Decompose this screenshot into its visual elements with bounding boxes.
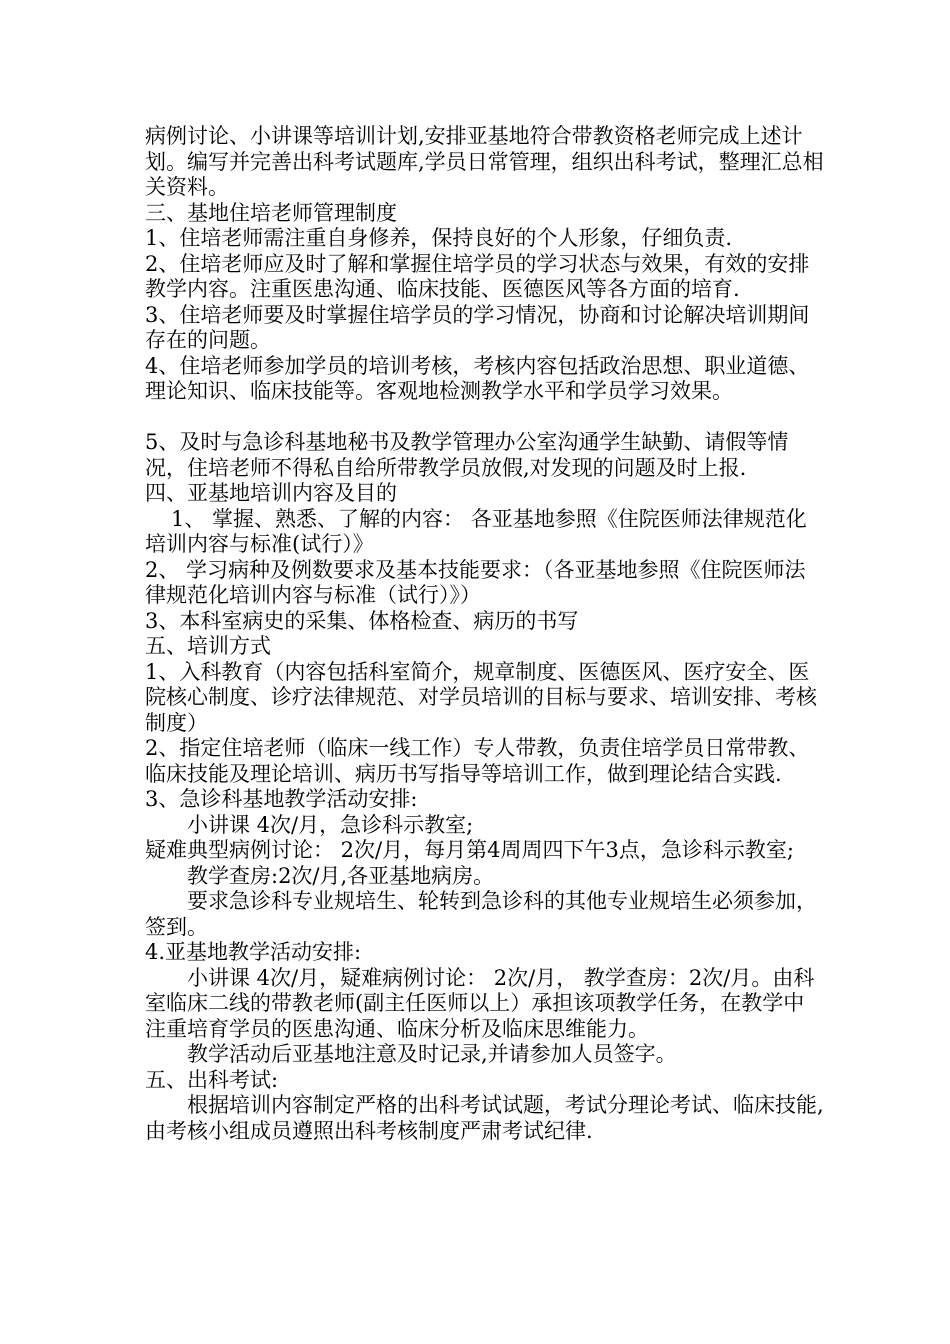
paragraph-rule-5: 5、及时与急诊科基地秘书及教学管理办公室沟通学生缺勤、请假等情况，住培老师不得私自给所带教学员放假,对发现的问题及时上报. bbox=[145, 430, 789, 480]
paragraph-method-3: 3、急诊科基地教学活动安排: bbox=[145, 787, 418, 811]
paragraph-content-1: 1、 掌握、熟悉、了解的内容： 各亚基地参照《住院医师法律规范化培训内容与标准(试行）》 bbox=[145, 506, 807, 556]
paragraph-training-plan: 病例讨论、小讲课等培训计划,安排亚基地符合带教资格老师完成上述计划。编写并完善出科考试题库,学员日常管理，组织出科考试，整理汇总相关资料。 bbox=[145, 124, 824, 199]
blank-line bbox=[145, 405, 825, 431]
paragraph-sub-base-schedule: 小讲课 4次/月，疑难病例讨论： 2次/月， 教学查房：2次/月。由科室临床二线的带教老师(副主任医师以上）承担该项教学任务，在教学中注重培育学员的医患沟通、临床分析及临床思维能力。 bbox=[145, 965, 815, 1041]
section-heading-teacher-management: 三、基地住培老师管理制度 bbox=[145, 200, 397, 225]
paragraph-ward-rounds: 教学查房:2次/月,各亚基地病房。 bbox=[187, 863, 495, 888]
paragraph-case-discussion: 疑难典型病例讨论： 2次/月，每月第4周周四下午3点，急诊科示教室; bbox=[145, 838, 794, 862]
paragraph-content-2: 2、 学习病种及例数要求及基本技能要求：（各亚基地参照《住院医师法律规范化培训内容与标准（试行）》） bbox=[145, 557, 806, 607]
paragraph-rule-1: 1、住培老师需注重自身修养，保持良好的个人形象，仔细负责. bbox=[145, 226, 733, 250]
paragraph-method-1: 1、入科教育（内容包括科室简介，规章制度、医德医风、医疗安全、医院核心制度、诊疗法律规范、对学员培训的目标与要求、培训安排、考核制度） bbox=[145, 659, 817, 735]
paragraph-attendance: 要求急诊科专业规培生、轮转到急诊科的其他专业规培生必须参加，签到。 bbox=[145, 889, 817, 939]
paragraph-rule-4: 4、住培老师参加学员的培训考核，考核内容包括政治思想、职业道德、理论知识、临床技能等。客观地检测教学水平和学员学习效果。 bbox=[145, 353, 810, 403]
paragraph-records: 教学活动后亚基地注意及时记录,并请参加人员签字。 bbox=[187, 1042, 677, 1066]
section-heading-training-content: 四、亚基地培训内容及目的 bbox=[145, 481, 397, 505]
paragraph-lecture-schedule: 小讲课 4次/月，急诊科示教室; bbox=[187, 812, 474, 837]
paragraph-rule-2: 2、住培老师应及时了解和掌握住培学员的学习状态与效果，有效的安排教学内容。注重医患沟通、临床技能、医德医风等各方面的培育. bbox=[145, 251, 810, 301]
paragraph-rule-3: 3、住培老师要及时掌握住培学员的学习情况，协商和讨论解决培训期间存在的问题。 bbox=[145, 302, 810, 352]
paragraph-content-3: 3、本科室病史的采集、体格检查、病历的书写 bbox=[145, 608, 579, 633]
document-body bbox=[145, 124, 825, 1144]
paragraph-method-4: 4.亚基地教学活动安排: bbox=[145, 940, 362, 964]
paragraph-method-2: 2、指定住培老师（临床一线工作）专人带教，负责住培学员日常带教、临床技能及理论培训、病历书写指导等培训工作，做到理论结合实践. bbox=[145, 736, 810, 786]
section-heading-exam: 五、出科考试: bbox=[145, 1067, 279, 1092]
section-heading-training-method: 五、培训方式 bbox=[145, 634, 271, 658]
paragraph-exam: 根据培训内容制定严格的出科考试试题，考试分理论考试、临床技能,由考核小组成员遵照出科考核制度严肃考试纪律. bbox=[145, 1093, 824, 1143]
